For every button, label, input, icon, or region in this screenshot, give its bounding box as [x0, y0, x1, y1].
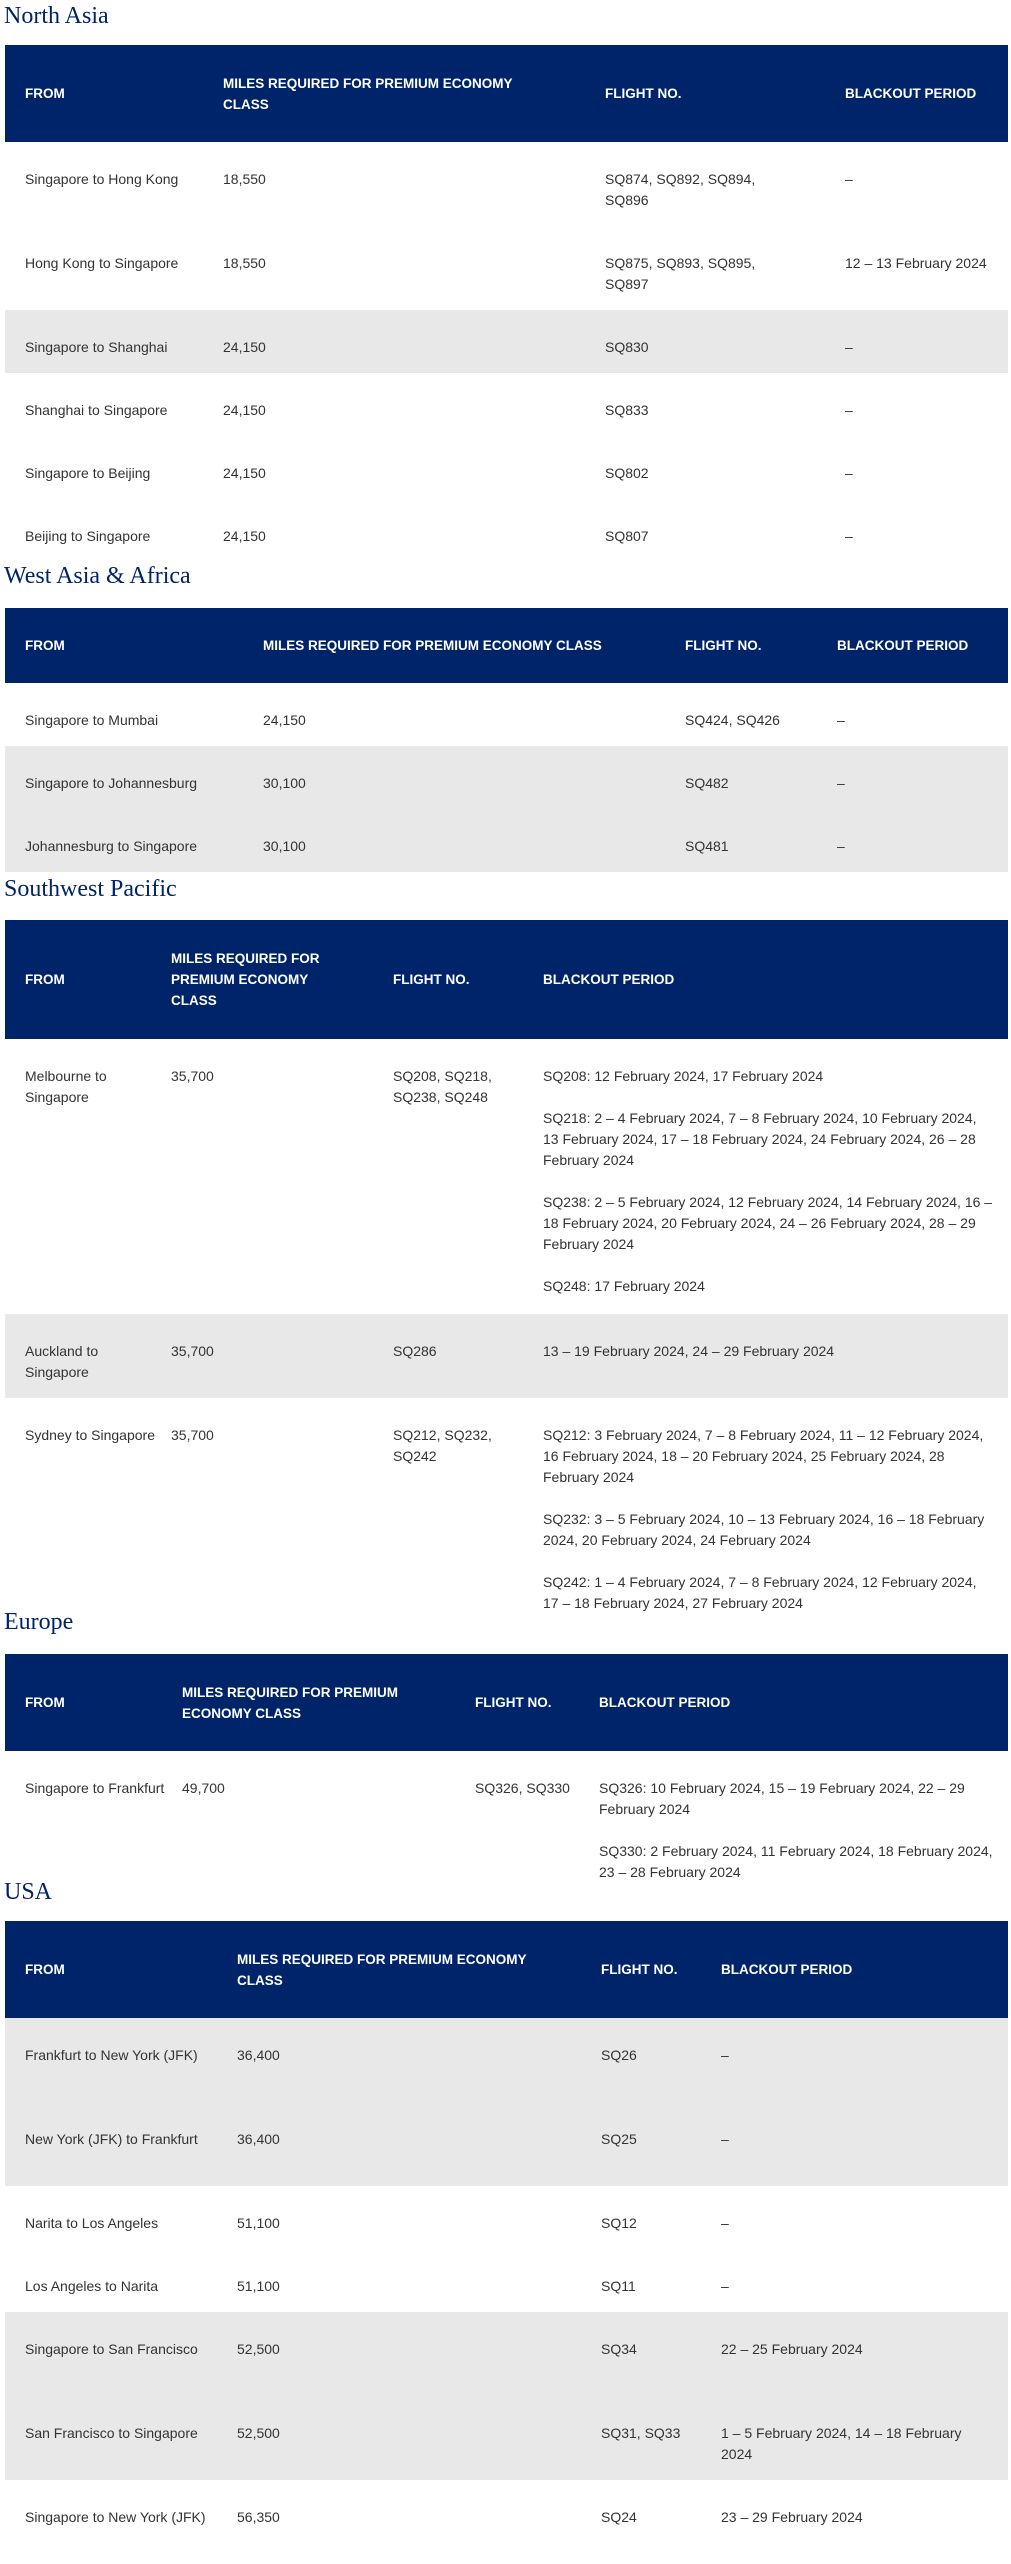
miles-cell: 18,550 [223, 255, 266, 271]
from-cell: Singapore to Johannesburg [25, 775, 198, 791]
table-row [5, 373, 1008, 436]
table-row [5, 746, 1008, 809]
miles-cell: 24,150 [223, 402, 266, 418]
miles-cell: 36,400 [237, 2131, 280, 2147]
miles-cell: 52,500 [237, 2341, 280, 2357]
blackout-period-line: – [845, 339, 853, 355]
table-row [5, 809, 1008, 872]
blackout-header: BLACKOUT PERIOD [543, 972, 675, 987]
miles-cell: 52,500 [237, 2425, 280, 2441]
table-row [5, 499, 1008, 562]
region-title: West Asia & Africa [4, 563, 191, 589]
flight-header: FLIGHT NO. [393, 972, 470, 987]
from-header: FROM [25, 638, 65, 653]
flight-cell: SQ286 [393, 1343, 437, 1359]
table-row [5, 1751, 1008, 1880]
flight-cell: SQ807 [605, 528, 649, 544]
blackout-cell [543, 1425, 993, 1614]
table-header [5, 920, 1008, 1039]
blackout-period-line: SQ326: 10 February 2024, 15 – 19 February 2024, 22 – 29 February 2024 [599, 1780, 965, 1817]
table-row [5, 2396, 1008, 2480]
from-cell: Singapore to San Francisco [25, 2341, 198, 2357]
flight-cell: SQ24 [601, 2509, 637, 2525]
miles-header: MILES REQUIRED FOR PREMIUM ECONOMY CLASS [182, 1684, 399, 1721]
region-title: USA [4, 1879, 53, 1905]
flight-header: FLIGHT NO. [601, 1962, 678, 1977]
miles-header: MILES REQUIRED FOR PREMIUM ECONOMY CLASS [171, 951, 320, 1008]
from-header: FROM [25, 972, 65, 987]
table-row [5, 2312, 1008, 2396]
blackout-period-line: 12 – 13 February 2024 [845, 255, 987, 271]
blackout-period-line: – [837, 838, 845, 854]
flight-cell: SQ874, SQ892, SQ894, SQ896 [605, 171, 756, 208]
blackout-cell [721, 2213, 991, 2234]
miles-cell: 24,150 [263, 712, 306, 728]
blackout-period-line: 22 – 25 February 2024 [721, 2341, 863, 2357]
from-cell: Singapore to New York (JFK) [25, 2509, 206, 2525]
table-row [5, 2480, 1008, 2564]
fare-table [5, 920, 1008, 1611]
from-cell: Shanghai to Singapore [25, 402, 168, 418]
from-cell: Singapore to Frankfurt [25, 1780, 165, 1796]
fare-table [5, 1921, 1008, 2564]
miles-cell: 35,700 [171, 1068, 214, 1084]
blackout-cell [845, 253, 995, 274]
blackout-cell [845, 526, 995, 547]
blackout-period-line: – [721, 2278, 729, 2294]
from-cell: Melbourne to Singapore [25, 1068, 107, 1105]
blackout-cell [721, 2276, 991, 2297]
table-row [5, 436, 1008, 499]
flight-header: FLIGHT NO. [605, 86, 682, 101]
blackout-period-line: – [845, 465, 853, 481]
flight-header: FLIGHT NO. [685, 638, 762, 653]
miles-cell: 35,700 [171, 1427, 214, 1443]
flight-cell: SQ25 [601, 2131, 637, 2147]
from-cell: Singapore to Beijing [25, 465, 151, 481]
from-header: FROM [25, 86, 65, 101]
blackout-period-line: – [845, 171, 853, 187]
flight-cell: SQ12 [601, 2215, 637, 2231]
table-row [5, 142, 1008, 226]
region-title: North Asia [4, 3, 109, 29]
from-header: FROM [25, 1695, 65, 1710]
blackout-cell [837, 773, 987, 794]
table-header [5, 1921, 1008, 2018]
table-row [5, 2018, 1008, 2102]
blackout-header: BLACKOUT PERIOD [721, 1962, 853, 1977]
blackout-cell [845, 169, 995, 190]
from-cell: Beijing to Singapore [25, 528, 151, 544]
blackout-cell [845, 337, 995, 358]
fare-table [5, 608, 1008, 872]
from-cell: San Francisco to Singapore [25, 2425, 198, 2441]
table-row [5, 683, 1008, 746]
miles-cell: 18,550 [223, 171, 266, 187]
from-cell: Singapore to Hong Kong [25, 171, 179, 187]
blackout-period-line: SQ212: 3 February 2024, 7 – 8 February 2024, 11 – 12 February 2024, 16 February 2024, 18 – 20 February 2024, 25 February 2024, 28 February 2024 [543, 1427, 984, 1485]
blackout-period-line: SQ208: 12 February 2024, 17 February 2024 [543, 1068, 824, 1084]
table-row [5, 2249, 1008, 2312]
miles-cell: 51,100 [237, 2278, 280, 2294]
blackout-cell [837, 836, 987, 857]
from-cell: Johannesburg to Singapore [25, 838, 198, 854]
flight-cell: SQ11 [601, 2278, 636, 2294]
blackout-period-line: 1 – 5 February 2024, 14 – 18 February 2024 [721, 2425, 962, 2462]
blackout-period-line: 13 – 19 February 2024, 24 – 29 February 2024 [543, 1343, 835, 1359]
blackout-period-line: 23 – 29 February 2024 [721, 2509, 863, 2525]
table-header [5, 45, 1008, 142]
from-cell: New York (JFK) to Frankfurt [25, 2131, 198, 2147]
from-cell: Frankfurt to New York (JFK) [25, 2047, 198, 2063]
from-cell: Los Angeles to Narita [25, 2278, 159, 2294]
miles-cell: 24,150 [223, 528, 266, 544]
miles-cell: 24,150 [223, 339, 266, 355]
flight-cell: SQ208, SQ218, SQ238, SQ248 [393, 1068, 492, 1105]
miles-header: MILES REQUIRED FOR PREMIUM ECONOMY CLASS [263, 638, 602, 653]
miles-cell: 36,400 [237, 2047, 280, 2063]
flight-cell: SQ31, SQ33 [601, 2425, 681, 2441]
blackout-cell [721, 2423, 991, 2465]
flight-cell: SQ26 [601, 2047, 637, 2063]
flight-cell: SQ802 [605, 465, 649, 481]
miles-cell: 49,700 [182, 1780, 225, 1796]
flight-cell: SQ482 [685, 775, 729, 791]
blackout-period-line: SQ232: 3 – 5 February 2024, 10 – 13 February 2024, 16 – 18 February 2024, 20 February 2024, 24 February 2024 [543, 1511, 985, 1548]
miles-cell: 35,700 [171, 1343, 214, 1359]
miles-cell: 56,350 [237, 2509, 280, 2525]
blackout-period-line: – [837, 712, 845, 728]
flight-cell: SQ34 [601, 2341, 637, 2357]
table-row [5, 1314, 1008, 1398]
blackout-period-line: SQ330: 2 February 2024, 11 February 2024, 18 February 2024, 23 – 28 February 2024 [599, 1843, 993, 1880]
blackout-cell [721, 2129, 991, 2150]
table-row [5, 2102, 1008, 2186]
blackout-cell [721, 2507, 991, 2528]
blackout-header: BLACKOUT PERIOD [845, 86, 977, 101]
blackout-period-line: SQ218: 2 – 4 February 2024, 7 – 8 February 2024, 10 February 2024, 13 February 2024, 17 – 18 February 2024, 24 February 2024, 26 – 28 February 2024 [543, 1110, 977, 1168]
from-cell: Sydney to Singapore [25, 1427, 155, 1443]
blackout-cell [837, 710, 987, 731]
from-cell: Auckland to Singapore [25, 1343, 99, 1380]
blackout-header: BLACKOUT PERIOD [599, 1695, 731, 1710]
blackout-cell [845, 400, 995, 421]
table-header [5, 1654, 1008, 1751]
blackout-cell [543, 1341, 993, 1362]
from-cell: Narita to Los Angeles [25, 2215, 159, 2231]
fare-table [5, 45, 1008, 562]
flight-cell: SQ481 [685, 838, 729, 854]
blackout-cell [721, 2339, 991, 2360]
flight-cell: SQ833 [605, 402, 649, 418]
table-row [5, 226, 1008, 310]
table-row [5, 310, 1008, 373]
from-cell: Hong Kong to Singapore [25, 255, 179, 271]
table-row [5, 1039, 1008, 1314]
blackout-cell [599, 1778, 999, 1883]
miles-cell: 30,100 [263, 775, 306, 791]
blackout-cell [721, 2045, 991, 2066]
region-title: Europe [4, 1609, 74, 1635]
table-row [5, 1398, 1008, 1611]
flight-header: FLIGHT NO. [475, 1695, 552, 1710]
miles-cell: 30,100 [263, 838, 306, 854]
blackout-period-line: – [721, 2047, 729, 2063]
blackout-period-line: SQ242: 1 – 4 February 2024, 7 – 8 February 2024, 12 February 2024, 17 – 18 February 2024, 27 February 2024 [543, 1574, 977, 1611]
blackout-period-line: SQ238: 2 – 5 February 2024, 12 February 2024, 14 February 2024, 16 – 18 February 2024, 20 February 2024, 24 – 26 February 2024, 28 – 29 February 2024 [543, 1194, 993, 1252]
miles-header: MILES REQUIRED FOR PREMIUM ECONOMY CLASS [237, 1951, 527, 1988]
miles-cell: 51,100 [237, 2215, 280, 2231]
blackout-period-line: – [845, 402, 853, 418]
region-title: Southwest Pacific [4, 876, 177, 902]
blackout-cell [845, 463, 995, 484]
blackout-period-line: – [721, 2215, 729, 2231]
blackout-header: BLACKOUT PERIOD [837, 638, 969, 653]
from-cell: Singapore to Shanghai [25, 339, 168, 355]
blackout-period-line: SQ248: 17 February 2024 [543, 1278, 705, 1294]
miles-header: MILES REQUIRED FOR PREMIUM ECONOMY CLASS [223, 75, 513, 112]
fare-table [5, 1654, 1008, 1880]
from-header: FROM [25, 1962, 65, 1977]
flight-cell: SQ212, SQ232, SQ242 [393, 1427, 492, 1464]
blackout-period-line: – [721, 2131, 729, 2147]
from-cell: Singapore to Mumbai [25, 712, 159, 728]
flight-cell: SQ875, SQ893, SQ895, SQ897 [605, 255, 756, 292]
flight-cell: SQ326, SQ330 [475, 1780, 570, 1796]
flight-cell: SQ830 [605, 339, 649, 355]
blackout-period-line: – [837, 775, 845, 791]
table-row [5, 2186, 1008, 2249]
flight-cell: SQ424, SQ426 [685, 712, 780, 728]
blackout-period-line: – [845, 528, 853, 544]
table-header [5, 608, 1008, 683]
blackout-cell [543, 1066, 993, 1297]
miles-cell: 24,150 [223, 465, 266, 481]
